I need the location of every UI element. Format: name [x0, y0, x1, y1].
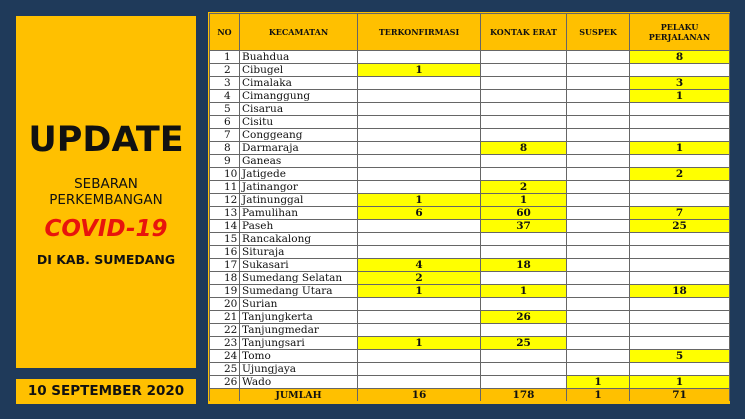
cell-pelaku-perjalanan	[630, 259, 730, 272]
cell-kecamatan: Jatigede	[240, 168, 358, 181]
cell-kontak-erat: 18	[481, 259, 567, 272]
cell-terkonfirmasi: 1	[358, 194, 481, 207]
cell-kontak-erat	[481, 64, 567, 77]
cell-no: 8	[210, 142, 240, 155]
cell-no: 15	[210, 233, 240, 246]
cell-kontak-erat	[481, 77, 567, 90]
table-row	[210, 207, 730, 220]
table-row	[210, 168, 730, 181]
table-row	[210, 311, 730, 324]
total-kontak-erat: 178	[481, 389, 567, 402]
cell-kecamatan: Pamulihan	[240, 207, 358, 220]
table-header-row	[210, 14, 730, 51]
table-row	[210, 64, 730, 77]
cell-pelaku-perjalanan: 18	[630, 285, 730, 298]
covid-label: COVID-19	[44, 216, 168, 242]
table-row	[210, 103, 730, 116]
cell-suspek	[567, 51, 630, 64]
cell-kontak-erat	[481, 324, 567, 337]
region-label: DI KAB. SUMEDANG	[36, 252, 176, 267]
cell-kontak-erat	[481, 233, 567, 246]
data-table	[209, 13, 730, 402]
cell-terkonfirmasi	[358, 77, 481, 90]
cell-kontak-erat	[481, 363, 567, 376]
cell-kontak-erat: 26	[481, 311, 567, 324]
table-row	[210, 259, 730, 272]
cell-terkonfirmasi: 1	[358, 285, 481, 298]
header-suspek: SUSPEK	[567, 14, 630, 51]
cell-no: 23	[210, 337, 240, 350]
cell-suspek	[567, 298, 630, 311]
cell-suspek	[567, 337, 630, 350]
table-row	[210, 298, 730, 311]
cell-suspek	[567, 155, 630, 168]
cell-pelaku-perjalanan	[630, 129, 730, 142]
cell-suspek	[567, 285, 630, 298]
cell-pelaku-perjalanan: 5	[630, 350, 730, 363]
cell-no: 21	[210, 311, 240, 324]
cell-no: 5	[210, 103, 240, 116]
cell-terkonfirmasi: 6	[358, 207, 481, 220]
cell-terkonfirmasi: 4	[358, 259, 481, 272]
table-row	[210, 285, 730, 298]
cell-suspek	[567, 103, 630, 116]
cell-kontak-erat	[481, 376, 567, 389]
cell-kontak-erat: 37	[481, 220, 567, 233]
cell-pelaku-perjalanan: 2	[630, 168, 730, 181]
table-row	[210, 350, 730, 363]
cell-kontak-erat	[481, 103, 567, 116]
cell-terkonfirmasi	[358, 155, 481, 168]
cell-pelaku-perjalanan	[630, 194, 730, 207]
cell-suspek	[567, 207, 630, 220]
cell-terkonfirmasi	[358, 350, 481, 363]
cell-pelaku-perjalanan	[630, 337, 730, 350]
cell-pelaku-perjalanan	[630, 64, 730, 77]
cell-kontak-erat	[481, 350, 567, 363]
cell-pelaku-perjalanan	[630, 181, 730, 194]
cell-pelaku-perjalanan	[630, 363, 730, 376]
cell-suspek	[567, 116, 630, 129]
cell-pelaku-perjalanan	[630, 233, 730, 246]
cell-no: 13	[210, 207, 240, 220]
total-label: JUMLAH	[240, 389, 358, 402]
cell-no: 6	[210, 116, 240, 129]
total-suspek: 1	[567, 389, 630, 402]
header-kecamatan: KECAMATAN	[240, 14, 358, 51]
table-row	[210, 246, 730, 259]
cell-no: 9	[210, 155, 240, 168]
total-pelaku-perjalanan: 71	[630, 389, 730, 402]
subtitle-line1: SEBARAN	[74, 176, 138, 192]
cell-no: 2	[210, 64, 240, 77]
cell-terkonfirmasi	[358, 116, 481, 129]
cell-suspek	[567, 324, 630, 337]
cell-kecamatan: Buahdua	[240, 51, 358, 64]
update-title: UPDATE	[28, 120, 184, 160]
cell-suspek	[567, 90, 630, 103]
cell-no: 19	[210, 285, 240, 298]
cell-no: 14	[210, 220, 240, 233]
cell-terkonfirmasi	[358, 376, 481, 389]
cell-pelaku-perjalanan	[630, 298, 730, 311]
cell-kontak-erat	[481, 168, 567, 181]
cell-no: 20	[210, 298, 240, 311]
cell-terkonfirmasi	[358, 51, 481, 64]
cell-no: 22	[210, 324, 240, 337]
cell-suspek	[567, 311, 630, 324]
header-no: NO	[210, 14, 240, 51]
cell-kecamatan: Jatinunggal	[240, 194, 358, 207]
cell-no: 7	[210, 129, 240, 142]
table-row	[210, 233, 730, 246]
cell-terkonfirmasi	[358, 246, 481, 259]
cell-kontak-erat	[481, 272, 567, 285]
cell-terkonfirmasi	[358, 298, 481, 311]
cell-pelaku-perjalanan: 1	[630, 376, 730, 389]
cell-suspek	[567, 350, 630, 363]
cell-suspek	[567, 142, 630, 155]
cell-no: 26	[210, 376, 240, 389]
cell-kontak-erat: 60	[481, 207, 567, 220]
total-terkonfirmasi: 16	[358, 389, 481, 402]
cell-kecamatan: Cisarua	[240, 103, 358, 116]
cell-kontak-erat	[481, 116, 567, 129]
cell-kontak-erat	[481, 90, 567, 103]
cell-pelaku-perjalanan: 8	[630, 51, 730, 64]
cell-no: 4	[210, 90, 240, 103]
cell-pelaku-perjalanan	[630, 324, 730, 337]
total-row	[210, 389, 730, 402]
cell-kecamatan: Surian	[240, 298, 358, 311]
header-pelaku-perjalanan: PELAKU PERJALANAN	[630, 14, 730, 51]
table-row	[210, 181, 730, 194]
cell-terkonfirmasi	[358, 168, 481, 181]
table-row	[210, 116, 730, 129]
cell-no: 3	[210, 77, 240, 90]
cell-no: 25	[210, 363, 240, 376]
cell-suspek: 1	[567, 376, 630, 389]
cell-kontak-erat: 1	[481, 285, 567, 298]
cell-kecamatan: Rancakalong	[240, 233, 358, 246]
cell-kecamatan: Wado	[240, 376, 358, 389]
table-row	[210, 220, 730, 233]
cell-terkonfirmasi	[358, 142, 481, 155]
cell-suspek	[567, 64, 630, 77]
cell-kecamatan: Tanjungmedar	[240, 324, 358, 337]
table-row	[210, 272, 730, 285]
table-row	[210, 363, 730, 376]
table-row	[210, 129, 730, 142]
cell-kecamatan: Ganeas	[240, 155, 358, 168]
table-row	[210, 142, 730, 155]
cell-terkonfirmasi	[358, 129, 481, 142]
cell-kontak-erat: 25	[481, 337, 567, 350]
table-row	[210, 376, 730, 389]
cell-terkonfirmasi	[358, 233, 481, 246]
cell-no: 12	[210, 194, 240, 207]
cell-no: 1	[210, 51, 240, 64]
cell-kecamatan: Paseh	[240, 220, 358, 233]
cell-no: 16	[210, 246, 240, 259]
cell-kecamatan: Situraja	[240, 246, 358, 259]
cell-kecamatan: Cibugel	[240, 64, 358, 77]
cell-kontak-erat	[481, 51, 567, 64]
cell-kecamatan: Jatinangor	[240, 181, 358, 194]
cell-no: 18	[210, 272, 240, 285]
cell-suspek	[567, 194, 630, 207]
cell-kecamatan: Darmaraja	[240, 142, 358, 155]
cell-no: 10	[210, 168, 240, 181]
cell-suspek	[567, 272, 630, 285]
cell-terkonfirmasi	[358, 324, 481, 337]
cell-kecamatan: Cisitu	[240, 116, 358, 129]
date-label: 10 SEPTEMBER 2020	[16, 379, 196, 404]
cell-no: 17	[210, 259, 240, 272]
cell-no: 24	[210, 350, 240, 363]
cell-suspek	[567, 77, 630, 90]
cell-pelaku-perjalanan	[630, 311, 730, 324]
cell-terkonfirmasi: 1	[358, 64, 481, 77]
table-row	[210, 155, 730, 168]
cell-terkonfirmasi: 1	[358, 337, 481, 350]
cell-terkonfirmasi	[358, 311, 481, 324]
cell-kecamatan: Cimalaka	[240, 77, 358, 90]
table-row	[210, 337, 730, 350]
cell-kontak-erat: 8	[481, 142, 567, 155]
cell-pelaku-perjalanan	[630, 246, 730, 259]
cell-suspek	[567, 259, 630, 272]
cell-pelaku-perjalanan	[630, 103, 730, 116]
cell-kontak-erat	[481, 246, 567, 259]
cell-kecamatan: Sukasari	[240, 259, 358, 272]
cell-terkonfirmasi	[358, 363, 481, 376]
header-terkonfirmasi: TERKONFIRMASI	[358, 14, 481, 51]
cell-kecamatan: Tanjungkerta	[240, 311, 358, 324]
data-table-container	[208, 12, 730, 404]
cell-pelaku-perjalanan: 3	[630, 77, 730, 90]
cell-pelaku-perjalanan	[630, 155, 730, 168]
cell-pelaku-perjalanan	[630, 116, 730, 129]
cell-pelaku-perjalanan: 1	[630, 90, 730, 103]
cell-kecamatan: Sumedang Selatan	[240, 272, 358, 285]
cell-kecamatan: Cimanggung	[240, 90, 358, 103]
cell-suspek	[567, 181, 630, 194]
cell-terkonfirmasi	[358, 220, 481, 233]
cell-no: 11	[210, 181, 240, 194]
cell-kontak-erat: 1	[481, 194, 567, 207]
cell-kontak-erat: 2	[481, 181, 567, 194]
cell-suspek	[567, 363, 630, 376]
table-row	[210, 194, 730, 207]
cell-pelaku-perjalanan: 7	[630, 207, 730, 220]
cell-suspek	[567, 129, 630, 142]
cell-terkonfirmasi	[358, 90, 481, 103]
cell-kecamatan: Ujungjaya	[240, 363, 358, 376]
subtitle-line2: PERKEMBANGAN	[49, 192, 163, 208]
cell-pelaku-perjalanan: 25	[630, 220, 730, 233]
total-no	[210, 389, 240, 402]
cell-pelaku-perjalanan	[630, 272, 730, 285]
table-body	[210, 51, 730, 389]
update-panel	[16, 16, 196, 368]
cell-kecamatan: Conggeang	[240, 129, 358, 142]
cell-terkonfirmasi	[358, 181, 481, 194]
cell-terkonfirmasi	[358, 103, 481, 116]
header-kontak-erat: KONTAK ERAT	[481, 14, 567, 51]
table-row	[210, 77, 730, 90]
cell-kecamatan: Sumedang Utara	[240, 285, 358, 298]
table-row	[210, 90, 730, 103]
cell-kecamatan: Tanjungsari	[240, 337, 358, 350]
cell-suspek	[567, 220, 630, 233]
cell-kontak-erat	[481, 298, 567, 311]
cell-kontak-erat	[481, 129, 567, 142]
cell-terkonfirmasi: 2	[358, 272, 481, 285]
cell-suspek	[567, 233, 630, 246]
cell-suspek	[567, 168, 630, 181]
cell-kecamatan: Tomo	[240, 350, 358, 363]
cell-suspek	[567, 246, 630, 259]
cell-kontak-erat	[481, 155, 567, 168]
cell-pelaku-perjalanan: 1	[630, 142, 730, 155]
table-row	[210, 324, 730, 337]
table-row	[210, 51, 730, 64]
